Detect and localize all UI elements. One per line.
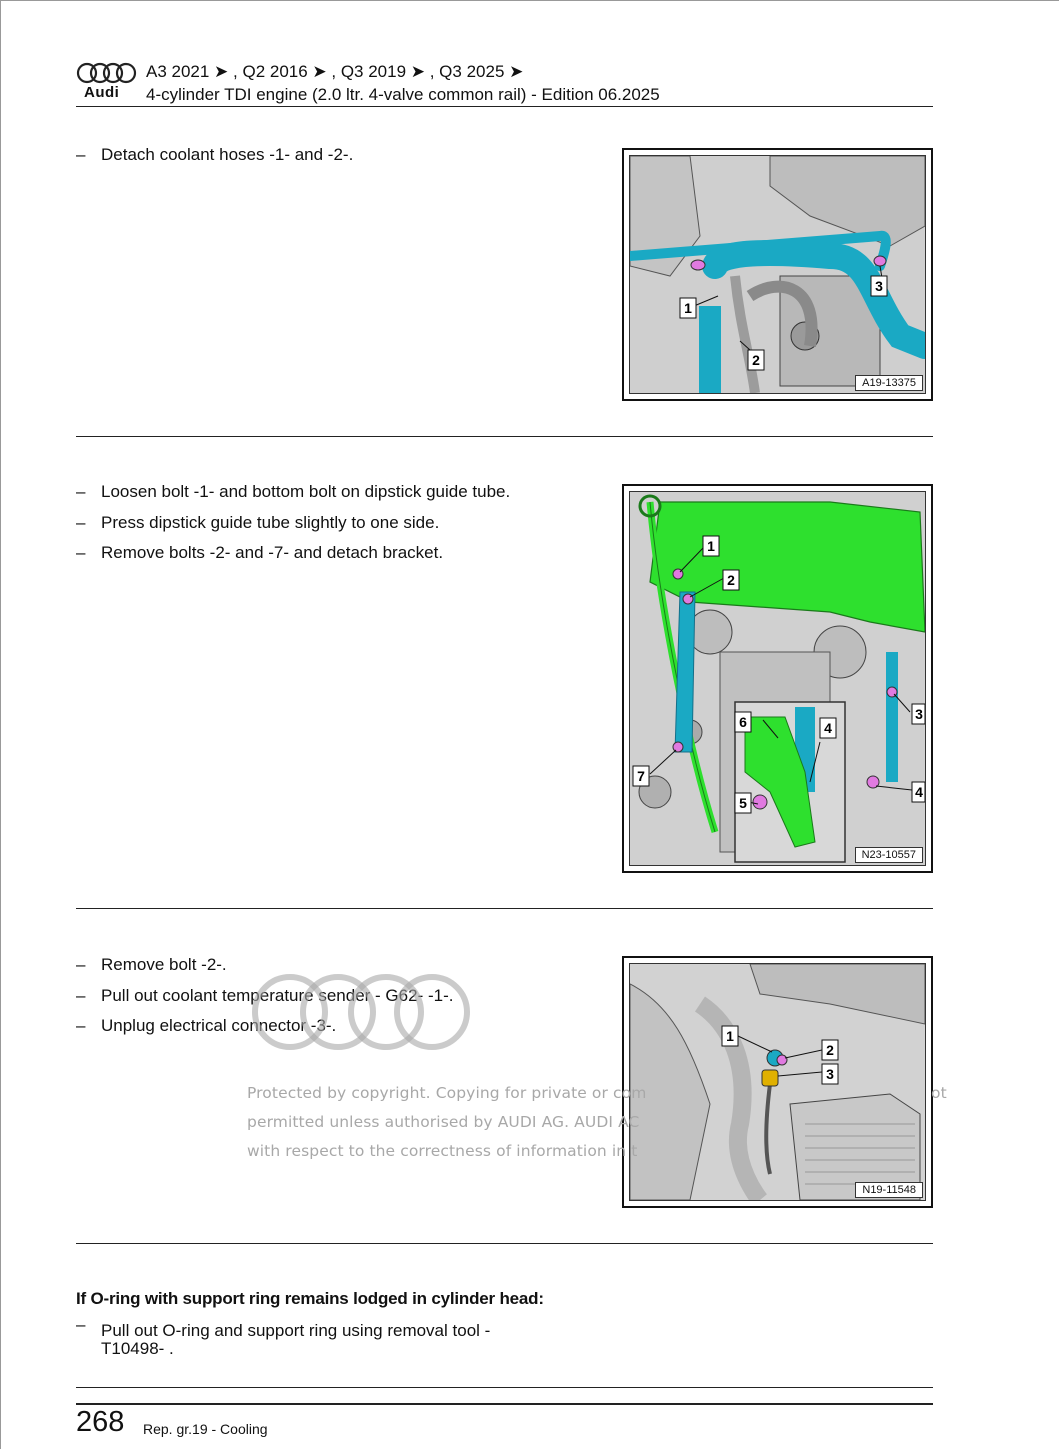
section-4-steps xyxy=(76,1316,576,1358)
callout-1: 1 xyxy=(684,300,692,316)
callout-3: 3 xyxy=(826,1066,834,1082)
step-item: – Unplug electrical connector -3-. xyxy=(76,1011,576,1042)
header-models: A3 2021 ➤ , Q2 2016 ➤ , Q3 2019 ➤ , Q3 2025 ➤ xyxy=(146,62,524,81)
footer-section: Rep. gr.19 - Cooling xyxy=(143,1421,268,1437)
footer-rule xyxy=(76,1403,933,1405)
figure-illustration xyxy=(629,491,926,866)
callout-3: 3 xyxy=(875,278,883,294)
watermark-line-1-tail: ot xyxy=(931,1084,947,1102)
figure-n19-11548 xyxy=(622,956,933,1208)
callout-1: 1 xyxy=(726,1028,734,1044)
callout-2: 2 xyxy=(752,352,760,368)
section-divider xyxy=(76,436,933,437)
temperature-sender-illustration xyxy=(630,964,925,1200)
callout-1: 1 xyxy=(707,538,715,554)
section-2-steps xyxy=(76,477,576,569)
audi-rings-logo xyxy=(76,62,138,86)
page-number: 268 xyxy=(76,1406,125,1438)
callout-3: 3 xyxy=(915,706,923,722)
step-item: – Remove bolts -2- and -7- and detach bracket. xyxy=(76,538,576,569)
figure-code: N23-10557 xyxy=(855,847,923,863)
callout-5: 5 xyxy=(739,795,747,811)
section-divider xyxy=(76,1243,933,1244)
watermark-line-3: with respect to the correctness of information in t xyxy=(247,1142,638,1160)
step-item: – Loosen bolt -1- and bottom bolt on dipstick guide tube. xyxy=(76,477,576,508)
step-item: – Pull out coolant temperature sender - G62- -1-. xyxy=(76,981,576,1012)
watermark-line-2: permitted unless authorised by AUDI AG. AUDI AC xyxy=(247,1113,640,1131)
figure-a19-13375 xyxy=(622,148,933,401)
step-item: – Press dipstick guide tube slightly to one side. xyxy=(76,508,576,539)
o-ring-heading: If O-ring with support ring remains lodged in cylinder head: xyxy=(76,1289,544,1308)
step-item: – Pull out O-ring and support ring using removal tool - T10498- . xyxy=(76,1316,576,1358)
audi-wordmark: Audi xyxy=(84,84,120,101)
watermark-rings xyxy=(250,972,472,1052)
figure-n23-10557 xyxy=(622,484,933,873)
figure-illustration xyxy=(629,155,926,394)
section-1-steps xyxy=(76,140,576,171)
section-divider xyxy=(76,908,933,909)
figure-code: A19-13375 xyxy=(855,375,923,391)
callout-2: 2 xyxy=(826,1042,834,1058)
dipstick-bracket-illustration xyxy=(630,492,925,865)
callout-4: 4 xyxy=(915,784,923,800)
header-rule xyxy=(76,106,933,107)
figure-code: N19-11548 xyxy=(855,1182,923,1198)
watermark-line-1: Protected by copyright. Copying for private or com xyxy=(247,1084,647,1102)
engine-coolant-hoses-illustration xyxy=(630,156,925,393)
callout-7: 7 xyxy=(637,768,645,784)
section-divider xyxy=(76,1387,933,1388)
step-item: – Detach coolant hoses -1- and -2-. xyxy=(76,140,576,171)
callout-6: 6 xyxy=(739,714,747,730)
step-item: – Remove bolt -2-. xyxy=(76,950,576,981)
figure-illustration xyxy=(629,963,926,1201)
callout-2: 2 xyxy=(727,572,735,588)
header-engine: 4-cylinder TDI engine (2.0 ltr. 4-valve common rail) - Edition 06.2025 xyxy=(146,85,660,104)
callout-4-inset: 4 xyxy=(824,720,832,736)
